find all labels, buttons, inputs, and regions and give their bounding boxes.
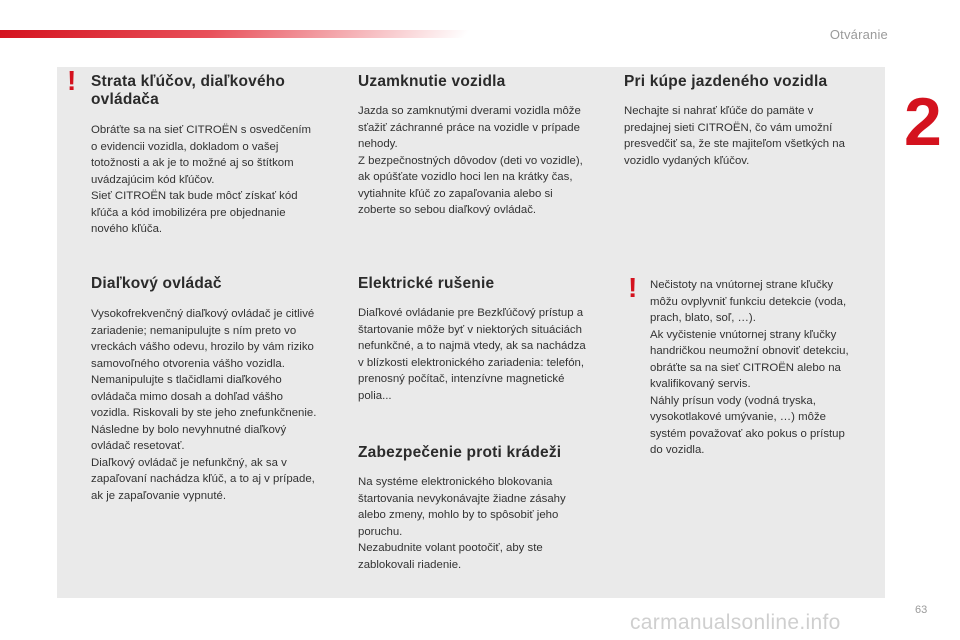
section-body-locking: Jazda so zamknutými dverami vozidla môže sťažiť záchranné práce na vozidle v prípade nehody. Z bezpečnostných dôvodov (deti vo vozidle), ak opúšťate vozidlo hoci len na krátky čas, vytiahnite kľúč zo zapaľovania alebo si zoberte so sebou diaľkový ovládač. bbox=[358, 105, 583, 216]
section-title-interference: Elektrické rušenie bbox=[358, 275, 495, 292]
section-body-used-vehicle: Nechajte si nahrať kľúče do pamäte v predajnej sieti CITROËN, čo vám umožní presvedčiť sa, že ste majiteľom všetkých na vozidlo vydaných kľúčov. bbox=[624, 105, 845, 167]
exclamation-icon: ! bbox=[67, 65, 77, 96]
header-accent-bar bbox=[0, 30, 470, 38]
section-antitheft bbox=[358, 444, 610, 573]
section-title: Otváranie bbox=[829, 27, 888, 42]
section-body-remote: Vysokofrekvenčný diaľkový ovládač je citlivé zariadenie; nemanipulujte s ním preto vo vreckách vášho odevu, hrozilo by vám riziko samovoľného otvorenia vášho vozidla. Nemanipulujte s tlačidlami diaľkového ovládača mimo dosah a dohľad vášho vozidla. Riskovali by ste jeho znefunkčnenie. Následne by bolo nevyhnutné diaľkový ovládač resetovať. Diaľkový ovládač je nefunkčný, ak sa v zapaľovaní nachádza kľúč, a to aj v prípade, ak je zapaľovanie vypnuté. bbox=[91, 308, 317, 502]
section-body-key-loss: Obráťte sa na sieť CITROËN s osvedčením o evidencii vozidla, dokladom o vašej totožnosti a ak je to možné aj so štítkom uvádzajúcim kód kľúčov. Sieť CITROËN tak bude môcť získať kód kľúča a kód imobilizéra pre objednanie nového kľúča. bbox=[91, 124, 311, 235]
section-title-key-loss: Strata kľúčov, diaľkového ovládača bbox=[91, 73, 286, 108]
section-key-loss bbox=[91, 73, 343, 238]
chapter-number: 2 bbox=[904, 84, 942, 160]
exclamation-icon: ! bbox=[628, 272, 638, 303]
section-body-interference: Diaľkové ovládanie pre Bezkľúčový prístup a štartovanie môže byť v niektorých situáciách nefunkčné, a to najmä vtedy, ak sa nachádza v blízkosti elektronického zariadenia: telefón, prenosný počítač, intenzívne magnetické polia... bbox=[358, 307, 586, 402]
section-locking bbox=[358, 73, 610, 219]
section-dirt-warning bbox=[650, 277, 880, 459]
section-interference bbox=[358, 275, 610, 404]
section-body-antitheft: Na systéme elektronického blokovania štartovania nevykonávajte žiadne zásahy alebo zmeny, mohlo by to spôsobiť jeho poruchu. Nezabudnite volant pootočiť, aby ste zablokovali riadenie. bbox=[358, 476, 566, 571]
section-used-vehicle bbox=[624, 73, 876, 169]
section-title-locking: Uzamknutie vozidla bbox=[358, 73, 506, 90]
watermark: carmanualsonline.info bbox=[630, 611, 841, 634]
section-title-remote: Diaľkový ovládač bbox=[91, 275, 222, 292]
section-remote bbox=[91, 275, 343, 504]
page-number: 63 bbox=[915, 604, 928, 616]
section-title-antitheft: Zabezpečenie proti krádeži bbox=[358, 444, 562, 461]
section-title-used-vehicle: Pri kúpe jazdeného vozidla bbox=[624, 73, 828, 90]
section-body-dirt-warning: Nečistoty na vnútornej strane kľučky môžu ovplyvniť funkciu detekcie (voda, prach, blato, soľ, …). Ak vyčistenie vnútornej strany kľučky handričkou neumožní obnoviť detekciu, obráťte sa na sieť CITROËN alebo na kvalifikovaný servis. Náhly prísun vody (vodná tryska, vysokotlakové umývanie, …) môže systém považovať ako pokus o prístup do vozidla. bbox=[650, 279, 849, 456]
